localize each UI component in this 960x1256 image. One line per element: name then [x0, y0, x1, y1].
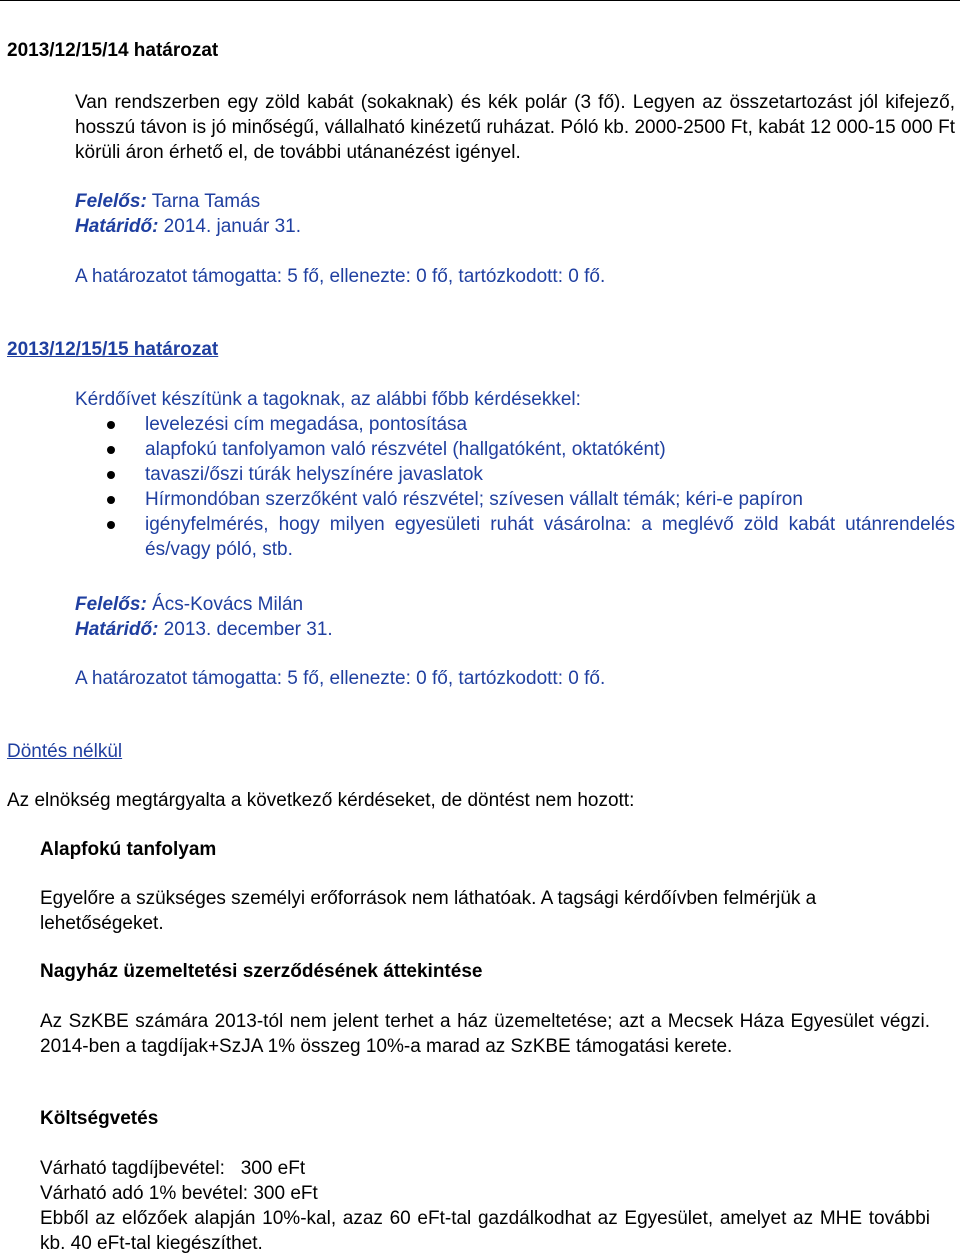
resolution-15-heading: 2013/12/15/15 határozat — [7, 339, 219, 360]
resolution-14-vote: A határozatot támogatta: 5 fő, ellenezte: 0 fő, tartózkodott: 0 fő. — [75, 266, 606, 287]
list-item: Hírmondóban szerzőként való részvétel; szívesen vállalt témák; kéri-e papíron — [107, 487, 955, 512]
list-item: tavaszi/őszi túrák helyszínére javaslatok — [107, 462, 955, 487]
bullet-icon — [107, 421, 115, 429]
topic-body: Az SzKBE számára 2013-tól nem jelent terhet a ház üzemeltetése; azt a Mecsek Háza Egyesület végzi. 2014-ben a tagdíjak+SzJA 1% összeg 10%-a marad az SzKBE támogatási kerete. — [40, 1011, 930, 1057]
bullet-icon — [107, 446, 115, 454]
top-rule — [0, 0, 960, 1]
bullet-icon — [107, 471, 115, 479]
responsible-value: Tarna Tamás — [146, 191, 261, 212]
topic-title: Alapfokú tanfolyam — [40, 839, 217, 860]
list-item: alapfokú tanfolyamon való részvétel (hallgatóként, oktatóként) — [107, 437, 955, 462]
list-item: igényfelmérés, hogy milyen egyesületi ruhát vásárolna: a meglévő zöld kabát utánrendelés és/vagy póló, stb. — [107, 512, 955, 562]
resolution-15-bullet-list — [107, 412, 955, 562]
bullet-icon — [107, 496, 115, 504]
no-decision-heading: Döntés nélkül — [7, 741, 123, 762]
budget-line: Várható tagdíjbevétel: 300 eFt — [40, 1158, 306, 1179]
deadline-value: 2013. december 31. — [158, 619, 333, 640]
list-item: levelezési cím megadása, pontosítása — [107, 412, 955, 437]
bullet-icon — [107, 521, 115, 529]
resolution-15-vote: A határozatot támogatta: 5 fő, ellenezte: 0 fő, tartózkodott: 0 fő. — [75, 668, 606, 689]
topic-body: Ebből az előzőek alapján 10%-kal, azaz 60 eFt-tal gazdálkodhat az Egyesület, amelyet az MHE további kb. 40 eFt-tal kiegészíthet. — [40, 1208, 930, 1254]
budget-line: Várható adó 1% bevétel: 300 eFt — [40, 1183, 318, 1204]
topic-title: Költségvetés — [40, 1108, 159, 1129]
topic-body: Egyelőre a szükséges személyi erőforrások nem láthatóak. A tagsági kérdőívben felmérjük a lehetőségeket. — [40, 888, 817, 934]
responsible-value: Ács-Kovács Milán — [146, 594, 304, 615]
deadline-label: Határidő: — [75, 619, 159, 640]
responsible-label: Felelős: — [75, 191, 147, 212]
resolution-15-intro: Kérdőívet készítünk a tagoknak, az alábbi főbb kérdésekkel: — [75, 389, 581, 410]
resolution-15-deadline — [75, 617, 333, 642]
resolution-14-deadline — [75, 214, 301, 239]
resolution-14-responsible — [75, 189, 260, 214]
responsible-label: Felelős: — [75, 594, 147, 615]
resolution-15-responsible — [75, 592, 303, 617]
no-decision-intro: Az elnökség megtárgyalta a következő kérdéseket, de döntést nem hozott: — [7, 790, 635, 811]
deadline-label: Határidő: — [75, 216, 159, 237]
resolution-14-heading: 2013/12/15/14 határozat — [7, 40, 219, 61]
resolution-14-body: Van rendszerben egy zöld kabát (sokaknak) és kék polár (3 fő). Legyen az összetartozást jól kifejező, hosszú távon is jó minőségű, vállalható kinézetű ruházat. Póló kb. 2000-2500 Ft, kabát 12 000-15 000 Ft körüli áron érhető el, de további utánanézést igényel. — [75, 92, 955, 163]
deadline-value: 2014. január 31. — [158, 216, 302, 237]
topic-title: Nagyház üzemeltetési szerződésének áttekintése — [40, 961, 483, 982]
